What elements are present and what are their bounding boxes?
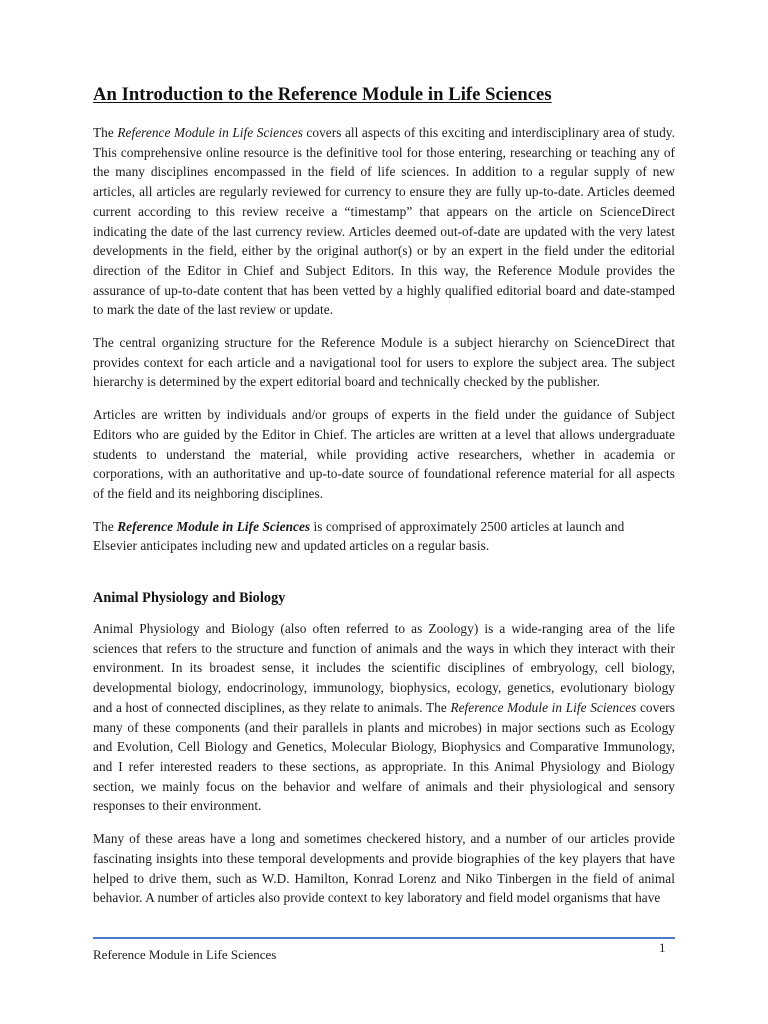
footer-rule bbox=[93, 937, 675, 939]
document-title: An Introduction to the Reference Module in Life Sciences bbox=[93, 84, 552, 105]
intro-p4-pre: The bbox=[93, 518, 118, 534]
intro-p4-post: is comprised of approximately 2500 articles at launch and bbox=[310, 518, 625, 534]
section-p1-post: covers many of these components (and their parallels in plants and microbes) in major sections such as Ecology and Evolution, Cell Biology and Genetics, Molecular Biology, Biophysics and Comparative Immunology, and I refer interested readers to these sections, as appropriate. In this Animal Physiology and Biology section, we mainly focus on the behavior and welfare of animals and their physiological and sensory responses to their environment. bbox=[93, 699, 675, 814]
section-p1-emphasis: Reference Module in Life Sciences bbox=[450, 699, 637, 715]
page-number: 1 bbox=[659, 940, 666, 955]
intro-paragraph-3: Articles are written by individuals and/or groups of experts in the field under the guidance of Subject Editors who are guided by the Editor in Chief. The articles are written at a level that allows undergraduate students to understand the material, while providing active researchers, whether in academia or corporations, with an authoritative and up-to-date source of foundational reference material for all aspects of the field and its neighboring disciplines. bbox=[93, 407, 675, 501]
intro-p1-pre: The bbox=[93, 125, 118, 140]
intro-p1-emphasis: Reference Module in Life Sciences bbox=[117, 125, 303, 140]
intro-p1-post: covers all aspects of this exciting and interdisciplinary area of study. This comprehensive online resource is the definitive tool for those entering, researching or teaching any of the many disciplines encompassed in the field of life sciences. In addition to a regular supply of new articles, all articles are regularly reviewed for currency to ensure they are fully up-to-date. Articles deemed current according to this review receive a “timestamp” that appears on the article on ScienceDirect indicating the date of the last currency review. Articles deemed out-of-date are updated with the very latest developments in the field, either by the original author(s) or by an expert in the field under the editorial direction of the Editor in Chief and Subject Editors. In this way, the Reference Module provides the assurance of up-to-date content that has been vetted by a highly qualified editorial board and date-stamped to mark the date of the last review or update. bbox=[93, 125, 675, 318]
intro-p4-line-2: Elsevier anticipates including new and updated articles on a regular basis. bbox=[93, 538, 490, 554]
section-p1-pre: Animal Physiology and Biology (also often referred to as Zoology) is a wide-ranging area of the life sciences that refers to the structure and function of animals and the ways in which they interact with their environment. In its broadest sense, it includes the scientific disciplines of embryology, cell biology, developmental biology, endocrinology, immunology, biophysics, ecology, genetics, evolutionary biology and a host of connected disciplines, as they relate to animals. The bbox=[93, 621, 675, 715]
intro-paragraph-2: The central organizing structure for the Reference Module is a subject hierarchy on ScienceDirect that provides context for each article and a navigational tool for users to explore the subject area. The subject hierarchy is determined by the expert editorial board and technically checked by the publisher. bbox=[93, 335, 675, 390]
intro-p4-emphasis: Reference Module in Life Sciences bbox=[117, 518, 311, 534]
section-paragraph-2: Many of these areas have a long and sometimes checkered history, and a number of our articles provide fascinating insights into these temporal developments and provide biographies of the key players that have helped to drive them, such as W.D. Hamilton, Konrad Lorenz and Niko Tinbergen in the field of animal behavior. A number of articles also provide context to key laboratory and field model organisms that have bbox=[93, 831, 675, 906]
intro-p4-line-1 bbox=[93, 517, 675, 537]
intro-paragraph-4 bbox=[93, 517, 675, 556]
page-content bbox=[93, 84, 675, 921]
section-paragraph-1 bbox=[93, 619, 675, 816]
section-heading: Animal Physiology and Biology bbox=[93, 590, 286, 607]
footer-label: Reference Module in Life Sciences bbox=[93, 947, 277, 962]
intro-paragraph-1 bbox=[93, 123, 675, 320]
